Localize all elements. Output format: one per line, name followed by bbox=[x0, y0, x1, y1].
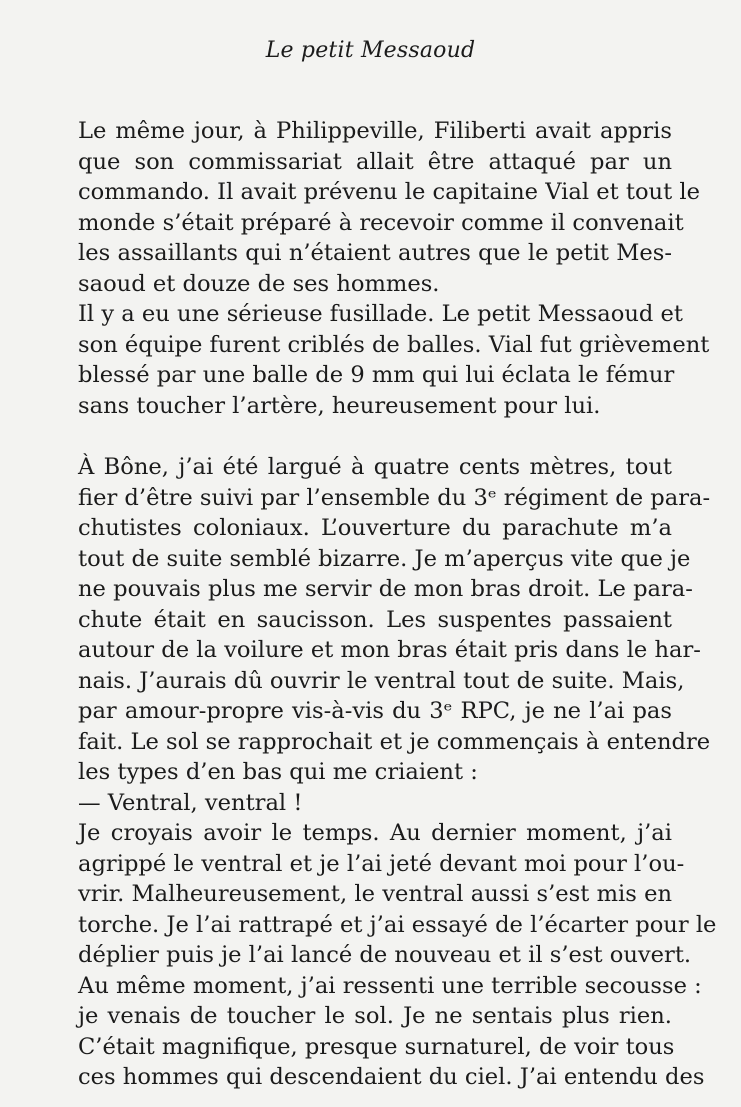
text-line: Je croyais avoir le temps. Au dernier moment, j’ai bbox=[78, 820, 672, 846]
text-line: saoud et douze de ses hommes. bbox=[78, 270, 440, 297]
text-block-bottom bbox=[78, 452, 717, 1093]
text-line: fait. Le sol se rapprochait et je commençais à entendre bbox=[78, 728, 711, 755]
text-line: Au même moment, j’ai ressenti une terrible secousse : bbox=[78, 972, 702, 999]
text-line: fier d’être suivi par l’ensemble du 3ᵉ régiment de para- bbox=[78, 484, 711, 511]
text-line: À Bône, j’ai été largué à quatre cents mètres, tout bbox=[78, 454, 672, 480]
text-line: blessé par une balle de 9 mm qui lui éclata le fémur bbox=[78, 362, 675, 388]
text-line: déplier puis je l’ai lancé de nouveau et il s’est ouvert. bbox=[78, 942, 692, 968]
text-line: je venais de toucher le sol. Je ne sentais plus rien. bbox=[78, 1003, 672, 1029]
text-line: ces hommes qui descendaient du ciel. J’ai entendu des bbox=[78, 1064, 705, 1090]
text-line: son équipe furent criblés de balles. Vial fut grièvement bbox=[78, 331, 710, 358]
text-line: chute était en saucisson. Les suspentes passaient bbox=[78, 606, 672, 633]
text-line: ne pouvais plus me servir de mon bras droit. Le para- bbox=[78, 576, 693, 602]
text-line: agrippé le ventral et je l’ai jeté devant moi pour l’ou- bbox=[78, 850, 685, 877]
text-line: Le même jour, à Philippeville, Filiberti avait appris bbox=[78, 118, 672, 144]
text-line: chutistes coloniaux. L’ouverture du parachute m’a bbox=[78, 515, 672, 541]
text-line: les types d’en bas qui me criaient : bbox=[78, 759, 478, 785]
dialogue-line: — Ventral, ventral ! bbox=[78, 789, 303, 816]
text-line: C’était magnifique, presque surnaturel, de voir tous bbox=[78, 1033, 675, 1060]
text-line: les assaillants qui n’étaient autres que le petit Mes- bbox=[78, 240, 672, 266]
text-line: vrir. Malheureusement, le ventral aussi s’est mis en bbox=[78, 881, 672, 907]
text-line: Il y a eu une sérieuse fusillade. Le petit Messaoud et bbox=[78, 301, 683, 327]
text-line: torche. Je l’ai rattrapé et j’ai essayé de l’écarter pour le bbox=[78, 911, 717, 938]
text-line: que son commissariat allait être attaqué par un bbox=[78, 148, 672, 175]
text-line: monde s’était préparé à recevoir comme il convenait bbox=[78, 209, 684, 236]
text-line: autour de la voilure et mon bras était pris dans le har- bbox=[78, 637, 701, 663]
running-head: Le petit Messaoud bbox=[265, 38, 476, 63]
text-line: sans toucher l’artère, heureusement pour lui. bbox=[78, 392, 601, 419]
text-line: tout de suite semblé bizarre. Je m’aperçus vite que je bbox=[78, 545, 691, 572]
text-line: nais. J’aurais dû ouvrir le ventral tout de suite. Mais, bbox=[78, 667, 685, 694]
text-block-top bbox=[78, 116, 710, 421]
text-line: commando. Il avait prévenu le capitaine Vial et tout le bbox=[78, 179, 700, 205]
text-line: par amour-propre vis-à-vis du 3ᵉ RPC, je ne l’ai pas bbox=[78, 698, 672, 724]
